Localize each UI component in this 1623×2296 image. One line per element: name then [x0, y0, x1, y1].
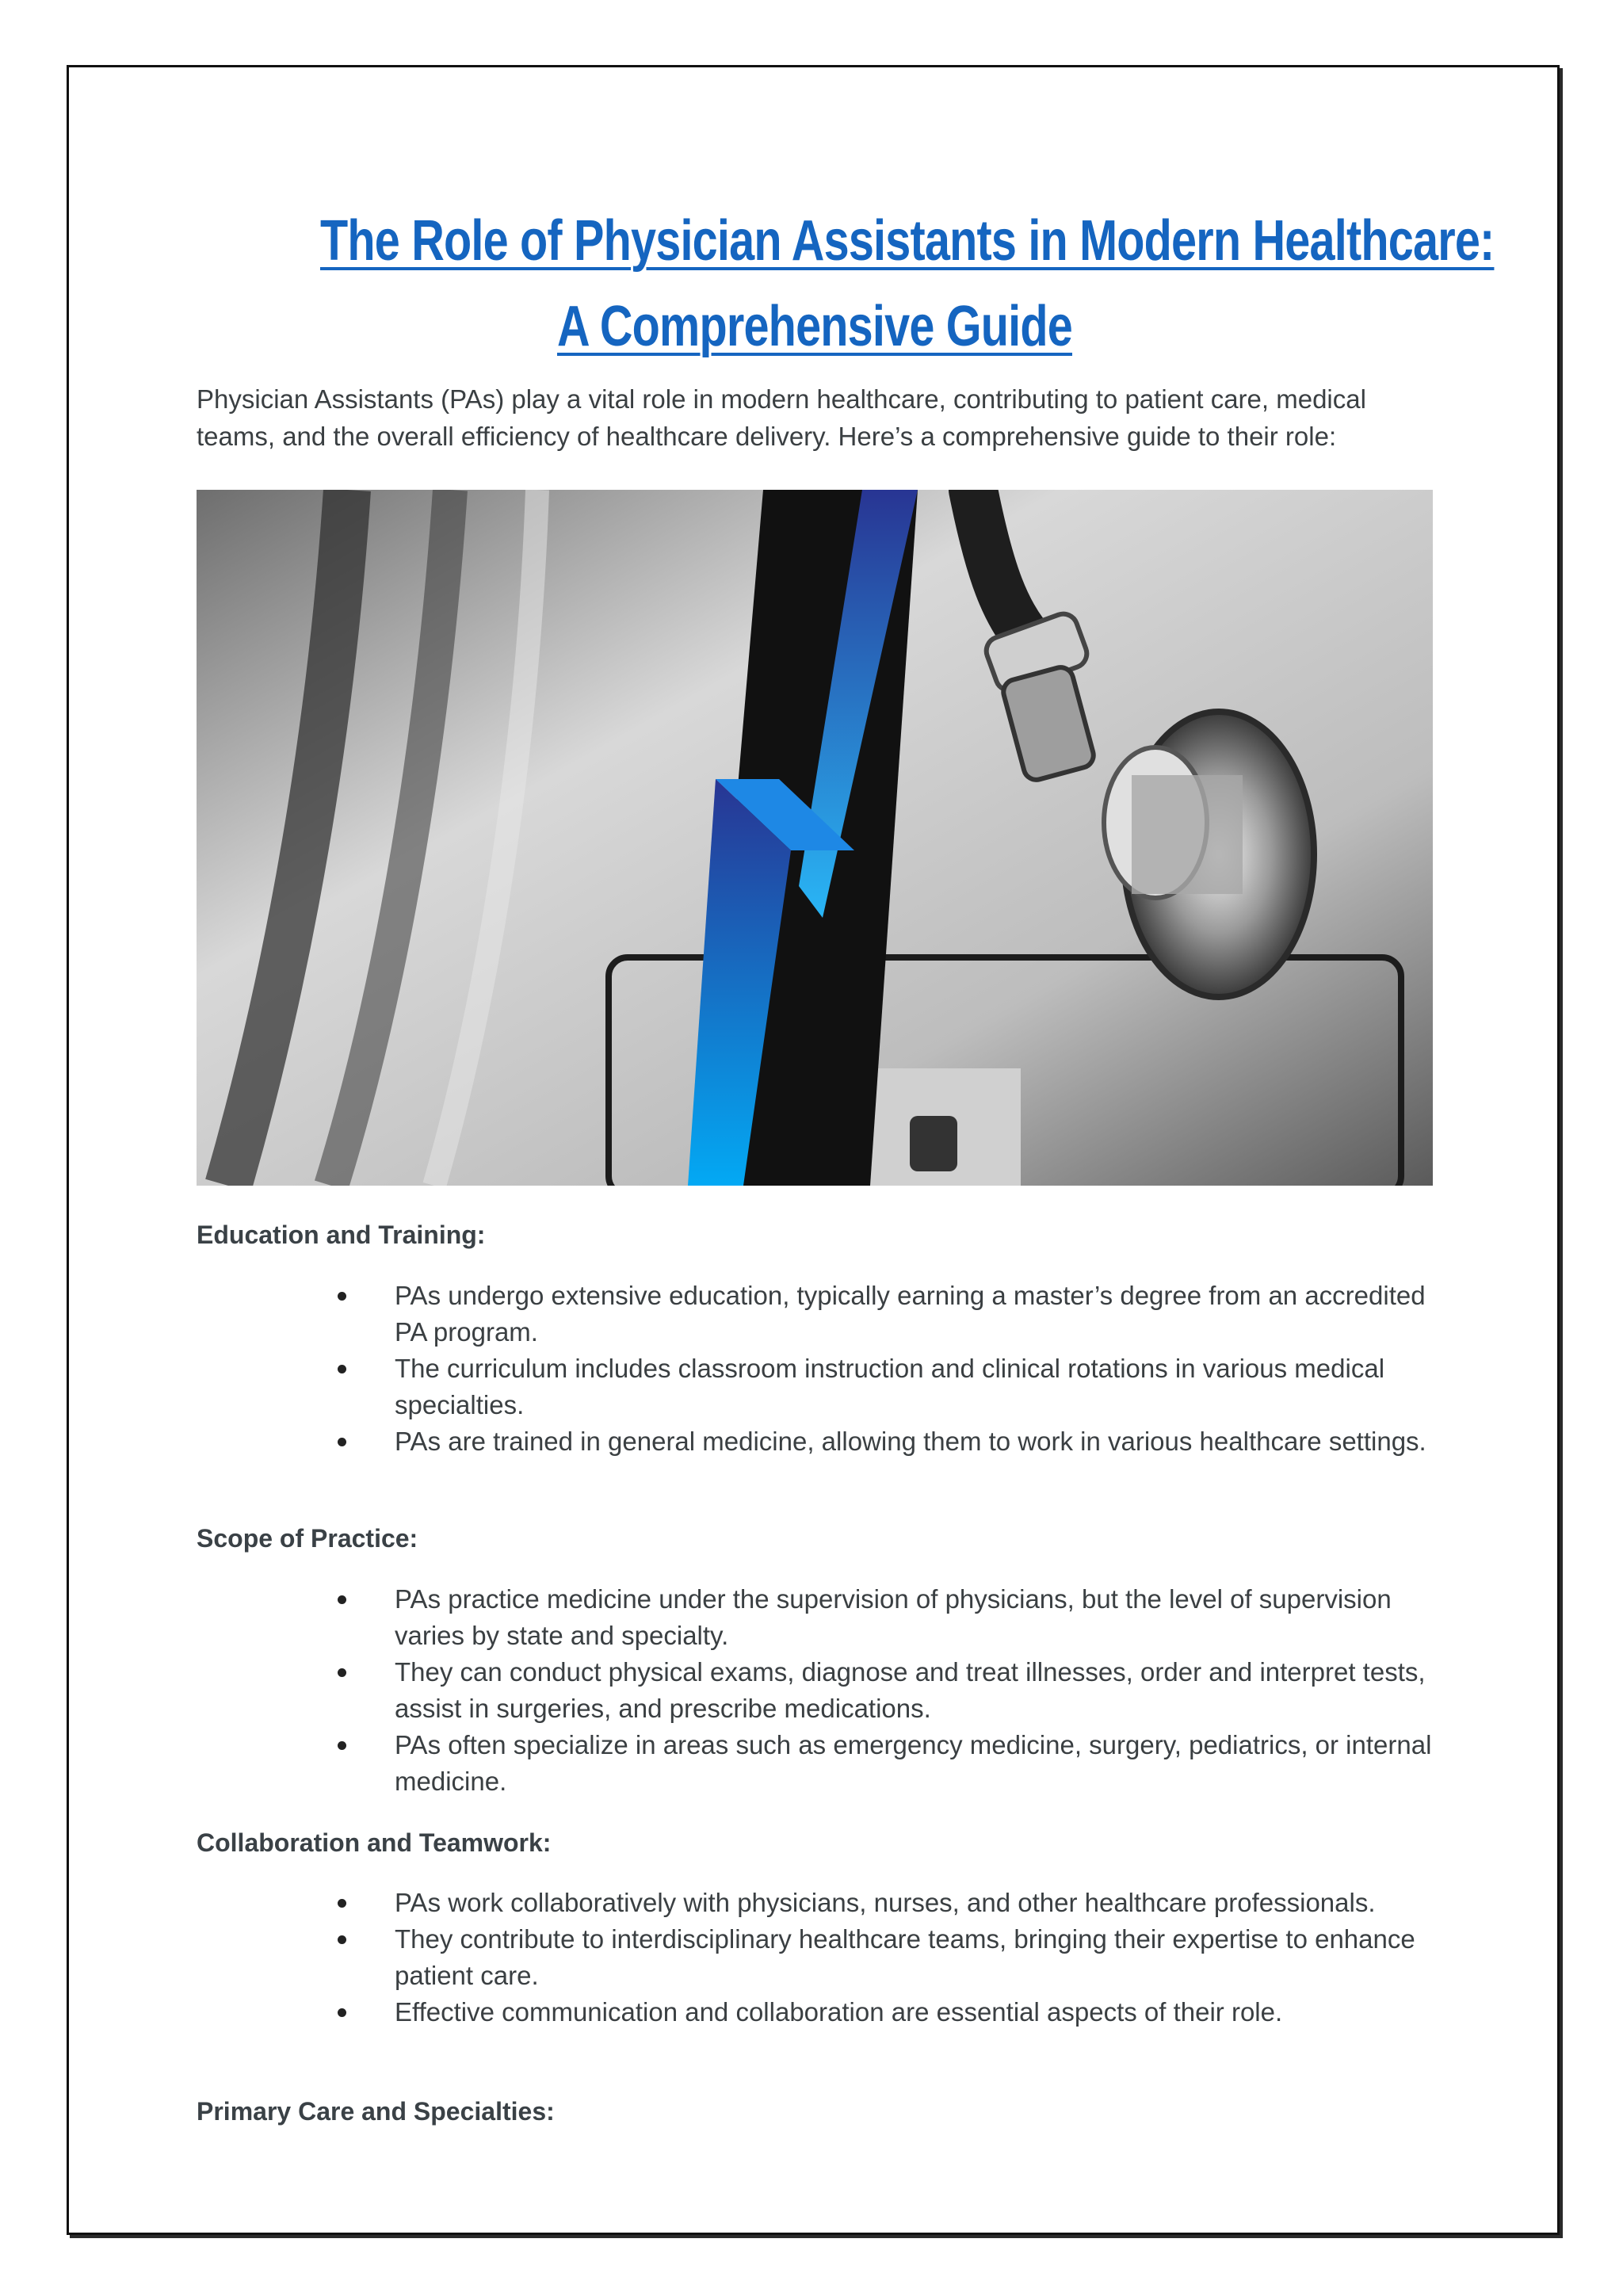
- bullet-list-collaboration: [338, 1885, 1447, 2030]
- intro-paragraph: Physician Assistants (PAs) play a vital role in modern healthcare, contributing to patient care, medical teams, and the overall efficiency of healthcare delivery. Here’s a comprehensive guide to their role:: [197, 384, 1366, 451]
- list-item: [338, 1654, 1447, 1727]
- list-item-text: They can conduct physical exams, diagnose and treat illnesses, order and interpret tests, assist in surgeries, and prescribe medications.: [395, 1657, 1426, 1723]
- title-line-2: A Comprehensive Guide: [556, 295, 1073, 358]
- list-item: [338, 1350, 1447, 1423]
- list-item: [338, 1921, 1447, 1994]
- list-item: [338, 1581, 1447, 1654]
- bullet-icon: [338, 1595, 346, 1604]
- list-item-text: PAs often specialize in areas such as emergency medicine, surgery, pediatrics, or internal medicine.: [395, 1730, 1432, 1796]
- list-item: [338, 1727, 1447, 1800]
- list-item: [338, 1885, 1447, 1921]
- hero-image: [197, 490, 1433, 1186]
- list-item: [338, 1994, 1447, 2030]
- list-item-text: They contribute to interdisciplinary healthcare teams, bringing their expertise to enhance patient care.: [395, 1924, 1415, 1990]
- section-heading-primary-care: Primary Care and Specialties:: [197, 2097, 555, 2126]
- bullet-icon: [338, 1935, 346, 1944]
- section-heading-collaboration: Collaboration and Teamwork:: [197, 1828, 552, 1857]
- bullet-list-education: [338, 1278, 1447, 1460]
- list-item: [338, 1278, 1447, 1350]
- bullet-icon: [338, 1741, 346, 1750]
- list-item-text: PAs undergo extensive education, typically earning a master’s degree from an accredited PA program.: [395, 1281, 1426, 1347]
- list-item-text: PAs practice medicine under the supervision of physicians, but the level of supervision varies by state and specialty.: [395, 1584, 1392, 1650]
- list-item: [338, 1423, 1447, 1460]
- bullet-icon: [338, 1668, 346, 1677]
- stethoscope-image: [197, 490, 1433, 1186]
- title-line-1: The Role of Physician Assistants in Modern Healthcare:: [320, 209, 1495, 273]
- page-title: [320, 198, 1495, 369]
- list-item-text: The curriculum includes classroom instruction and clinical rotations in various medical specialties.: [395, 1354, 1385, 1419]
- section-heading-scope: Scope of Practice:: [197, 1524, 418, 1553]
- bullet-icon: [338, 1438, 346, 1446]
- section-heading-education: Education and Training:: [197, 1221, 486, 1249]
- list-item-text: Effective communication and collaboration are essential aspects of their role.: [395, 1997, 1283, 2027]
- bullet-icon: [338, 2008, 346, 2017]
- bullet-icon: [338, 1899, 346, 1908]
- list-item-text: PAs work collaboratively with physicians, nurses, and other healthcare professionals.: [395, 1888, 1376, 1917]
- bullet-list-scope: [338, 1581, 1447, 1800]
- bullet-icon: [338, 1292, 346, 1301]
- bullet-icon: [338, 1365, 346, 1373]
- document-content: [197, 198, 1495, 2126]
- list-item-text: PAs are trained in general medicine, allowing them to work in various healthcare settings.: [395, 1427, 1426, 1456]
